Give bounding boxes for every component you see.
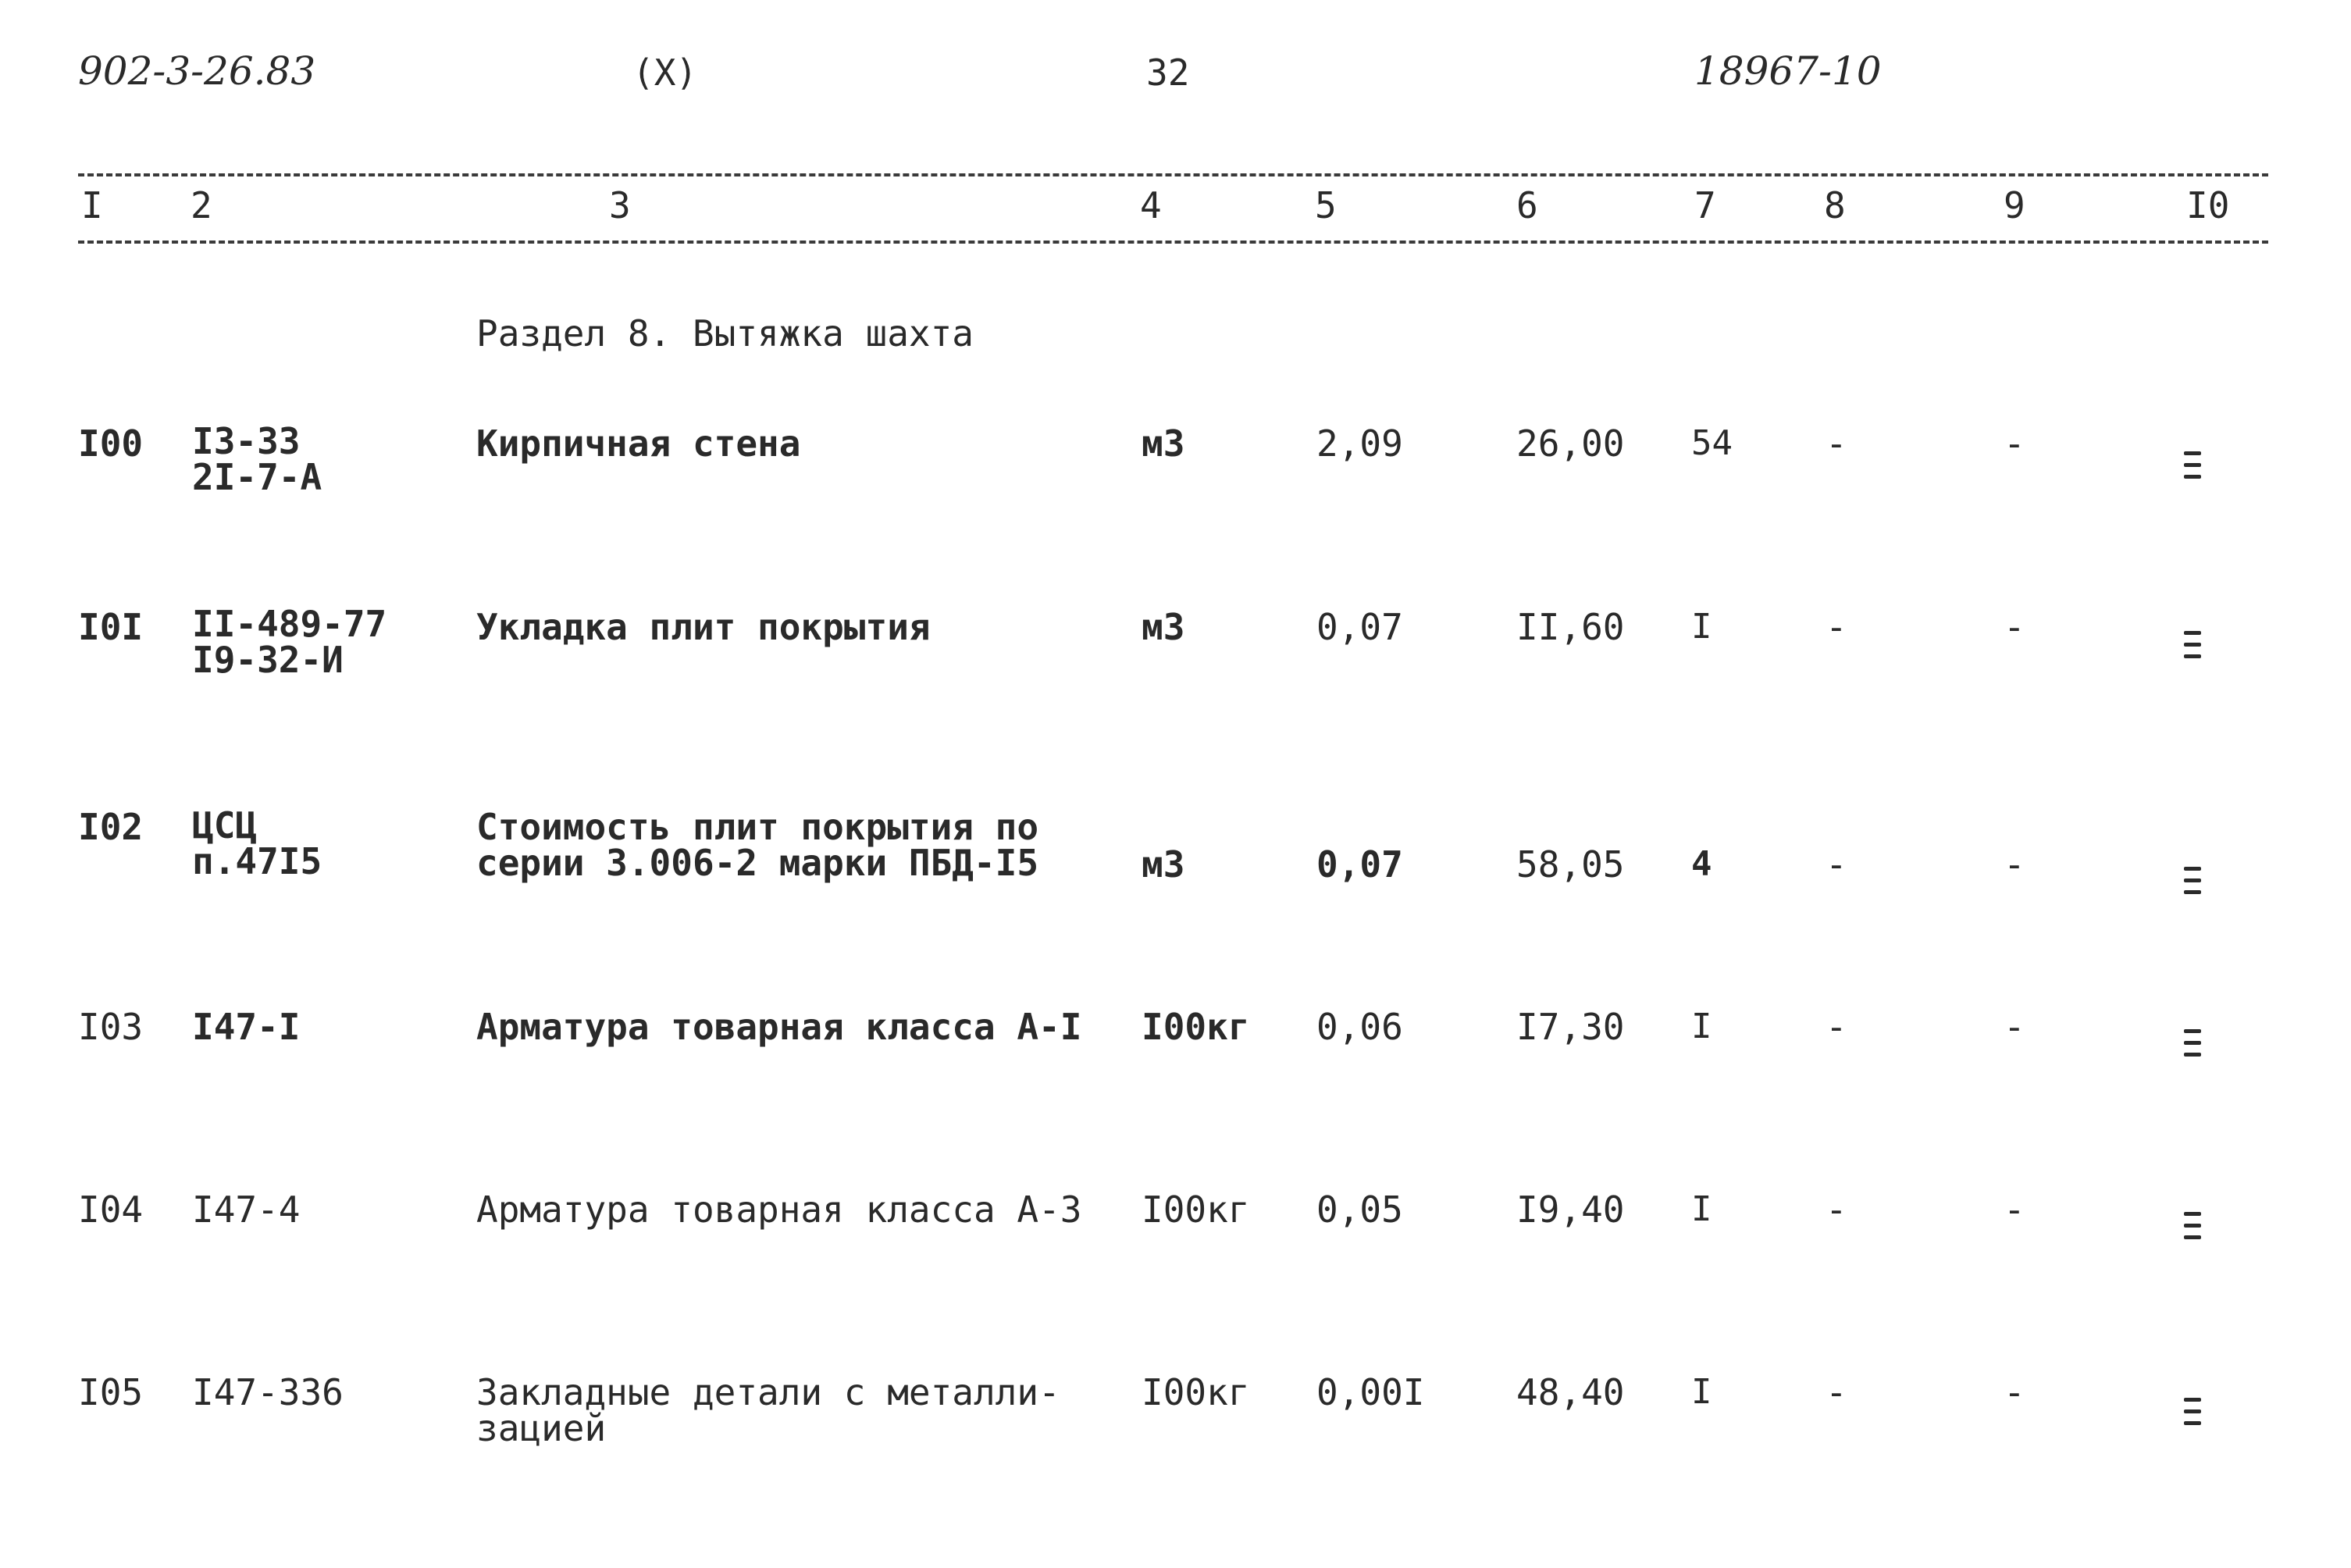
work-name-line-1: Закладные детали с металли- xyxy=(476,1371,1060,1413)
normative-code: I47-336 xyxy=(192,1371,344,1413)
column-7-value: 54 xyxy=(1691,423,1733,463)
normative-code-line-1: ЦСЦ xyxy=(192,804,258,846)
unit: м3 xyxy=(1142,843,1185,886)
header-bottom-rule xyxy=(78,241,2268,244)
row-number: I02 xyxy=(78,806,144,848)
column-header-8: 8 xyxy=(1824,184,1846,226)
column-header-10: I0 xyxy=(2186,184,2230,226)
row-number: I00 xyxy=(78,422,144,465)
unit-price: I7,30 xyxy=(1516,1006,1625,1048)
quantity: 0,06 xyxy=(1316,1006,1403,1048)
column-10-mark xyxy=(2184,867,2201,898)
unit-price: 48,40 xyxy=(1516,1371,1625,1413)
unit: I00кг xyxy=(1142,1006,1250,1048)
inventory-number: 18967-10 xyxy=(1694,48,1882,94)
unit: I00кг xyxy=(1142,1188,1250,1231)
column-8-value: - xyxy=(1826,422,1847,465)
column-header-4: 4 xyxy=(1140,184,1162,226)
column-header-3: 3 xyxy=(609,184,631,226)
column-10-mark xyxy=(2184,1029,2201,1060)
column-header-2: 2 xyxy=(191,184,212,226)
unit: I00кг xyxy=(1142,1371,1250,1413)
quantity: 0,07 xyxy=(1316,843,1403,886)
section-title: Раздел 8. Вытяжка шахта xyxy=(476,312,974,355)
row-number: I0I xyxy=(78,606,144,648)
column-8-value: - xyxy=(1826,1371,1847,1413)
column-7-value: I xyxy=(1691,607,1712,647)
column-header-5: 5 xyxy=(1315,184,1337,226)
work-name xyxy=(476,1371,1060,1449)
column-9-value: - xyxy=(2004,843,2025,886)
normative-code-line-2: 2I-7-А xyxy=(192,456,322,498)
column-8-value: - xyxy=(1826,1006,1847,1048)
work-name-line-2: серии 3.006-2 марки ПБД-I5 xyxy=(476,842,1039,884)
normative-code-line-2: п.47I5 xyxy=(192,840,322,882)
document-code: 902-3-26.83 xyxy=(78,48,316,94)
work-name: Кирпичная стена xyxy=(476,422,801,465)
normative-code-line-1: I3-33 xyxy=(192,420,301,462)
normative-code xyxy=(192,420,322,498)
column-7-value: I xyxy=(1691,1189,1712,1229)
work-name-line-2: зацией xyxy=(476,1407,607,1449)
column-9-value: - xyxy=(2004,1371,2025,1413)
column-10-mark xyxy=(2184,1212,2201,1243)
column-8-value: - xyxy=(1826,1188,1847,1231)
normative-code xyxy=(192,804,322,882)
work-name-line-1: Стоимость плит покрытия по xyxy=(476,806,1039,848)
normative-code xyxy=(192,603,387,681)
row-number: I05 xyxy=(78,1371,144,1413)
column-8-value: - xyxy=(1826,843,1847,886)
column-10-mark xyxy=(2184,451,2201,483)
quantity: 2,09 xyxy=(1316,422,1403,465)
column-9-value: - xyxy=(2004,1188,2025,1231)
column-10-mark xyxy=(2184,631,2201,662)
quantity: 0,00I xyxy=(1316,1371,1425,1413)
work-name xyxy=(476,806,1039,884)
normative-code-line-2: I9-32-И xyxy=(192,639,344,681)
row-number: I04 xyxy=(78,1188,144,1231)
unit-price: I9,40 xyxy=(1516,1188,1625,1231)
page-number: 32 xyxy=(1146,52,1190,94)
unit-price: II,60 xyxy=(1516,606,1625,648)
column-header-6: 6 xyxy=(1516,184,1538,226)
column-7-value: I xyxy=(1691,1372,1712,1412)
work-name: Укладка плит покрытия xyxy=(476,606,931,648)
work-name: Арматура товарная класса А-3 xyxy=(476,1188,1082,1231)
column-header-7: 7 xyxy=(1694,184,1716,226)
sheet-mark: (X) xyxy=(632,52,698,94)
unit: м3 xyxy=(1142,606,1185,648)
unit-price: 26,00 xyxy=(1516,422,1625,465)
column-9-value: - xyxy=(2004,606,2025,648)
column-8-value: - xyxy=(1826,606,1847,648)
column-header-9: 9 xyxy=(2004,184,2025,226)
header-top-rule xyxy=(78,173,2268,176)
unit-price: 58,05 xyxy=(1516,843,1625,886)
column-header-1: I xyxy=(81,184,103,226)
column-7-value: 4 xyxy=(1691,844,1712,884)
column-7-value: I xyxy=(1691,1007,1712,1046)
normative-code: I47-I xyxy=(192,1006,301,1048)
column-10-mark xyxy=(2184,1398,2201,1429)
work-name: Арматура товарная класса А-I xyxy=(476,1006,1082,1048)
unit: м3 xyxy=(1142,422,1185,465)
normative-code: I47-4 xyxy=(192,1188,301,1231)
quantity: 0,05 xyxy=(1316,1188,1403,1231)
row-number: I03 xyxy=(78,1006,144,1048)
normative-code-line-1: II-489-77 xyxy=(192,603,387,645)
column-9-value: - xyxy=(2004,422,2025,465)
quantity: 0,07 xyxy=(1316,606,1403,648)
column-9-value: - xyxy=(2004,1006,2025,1048)
